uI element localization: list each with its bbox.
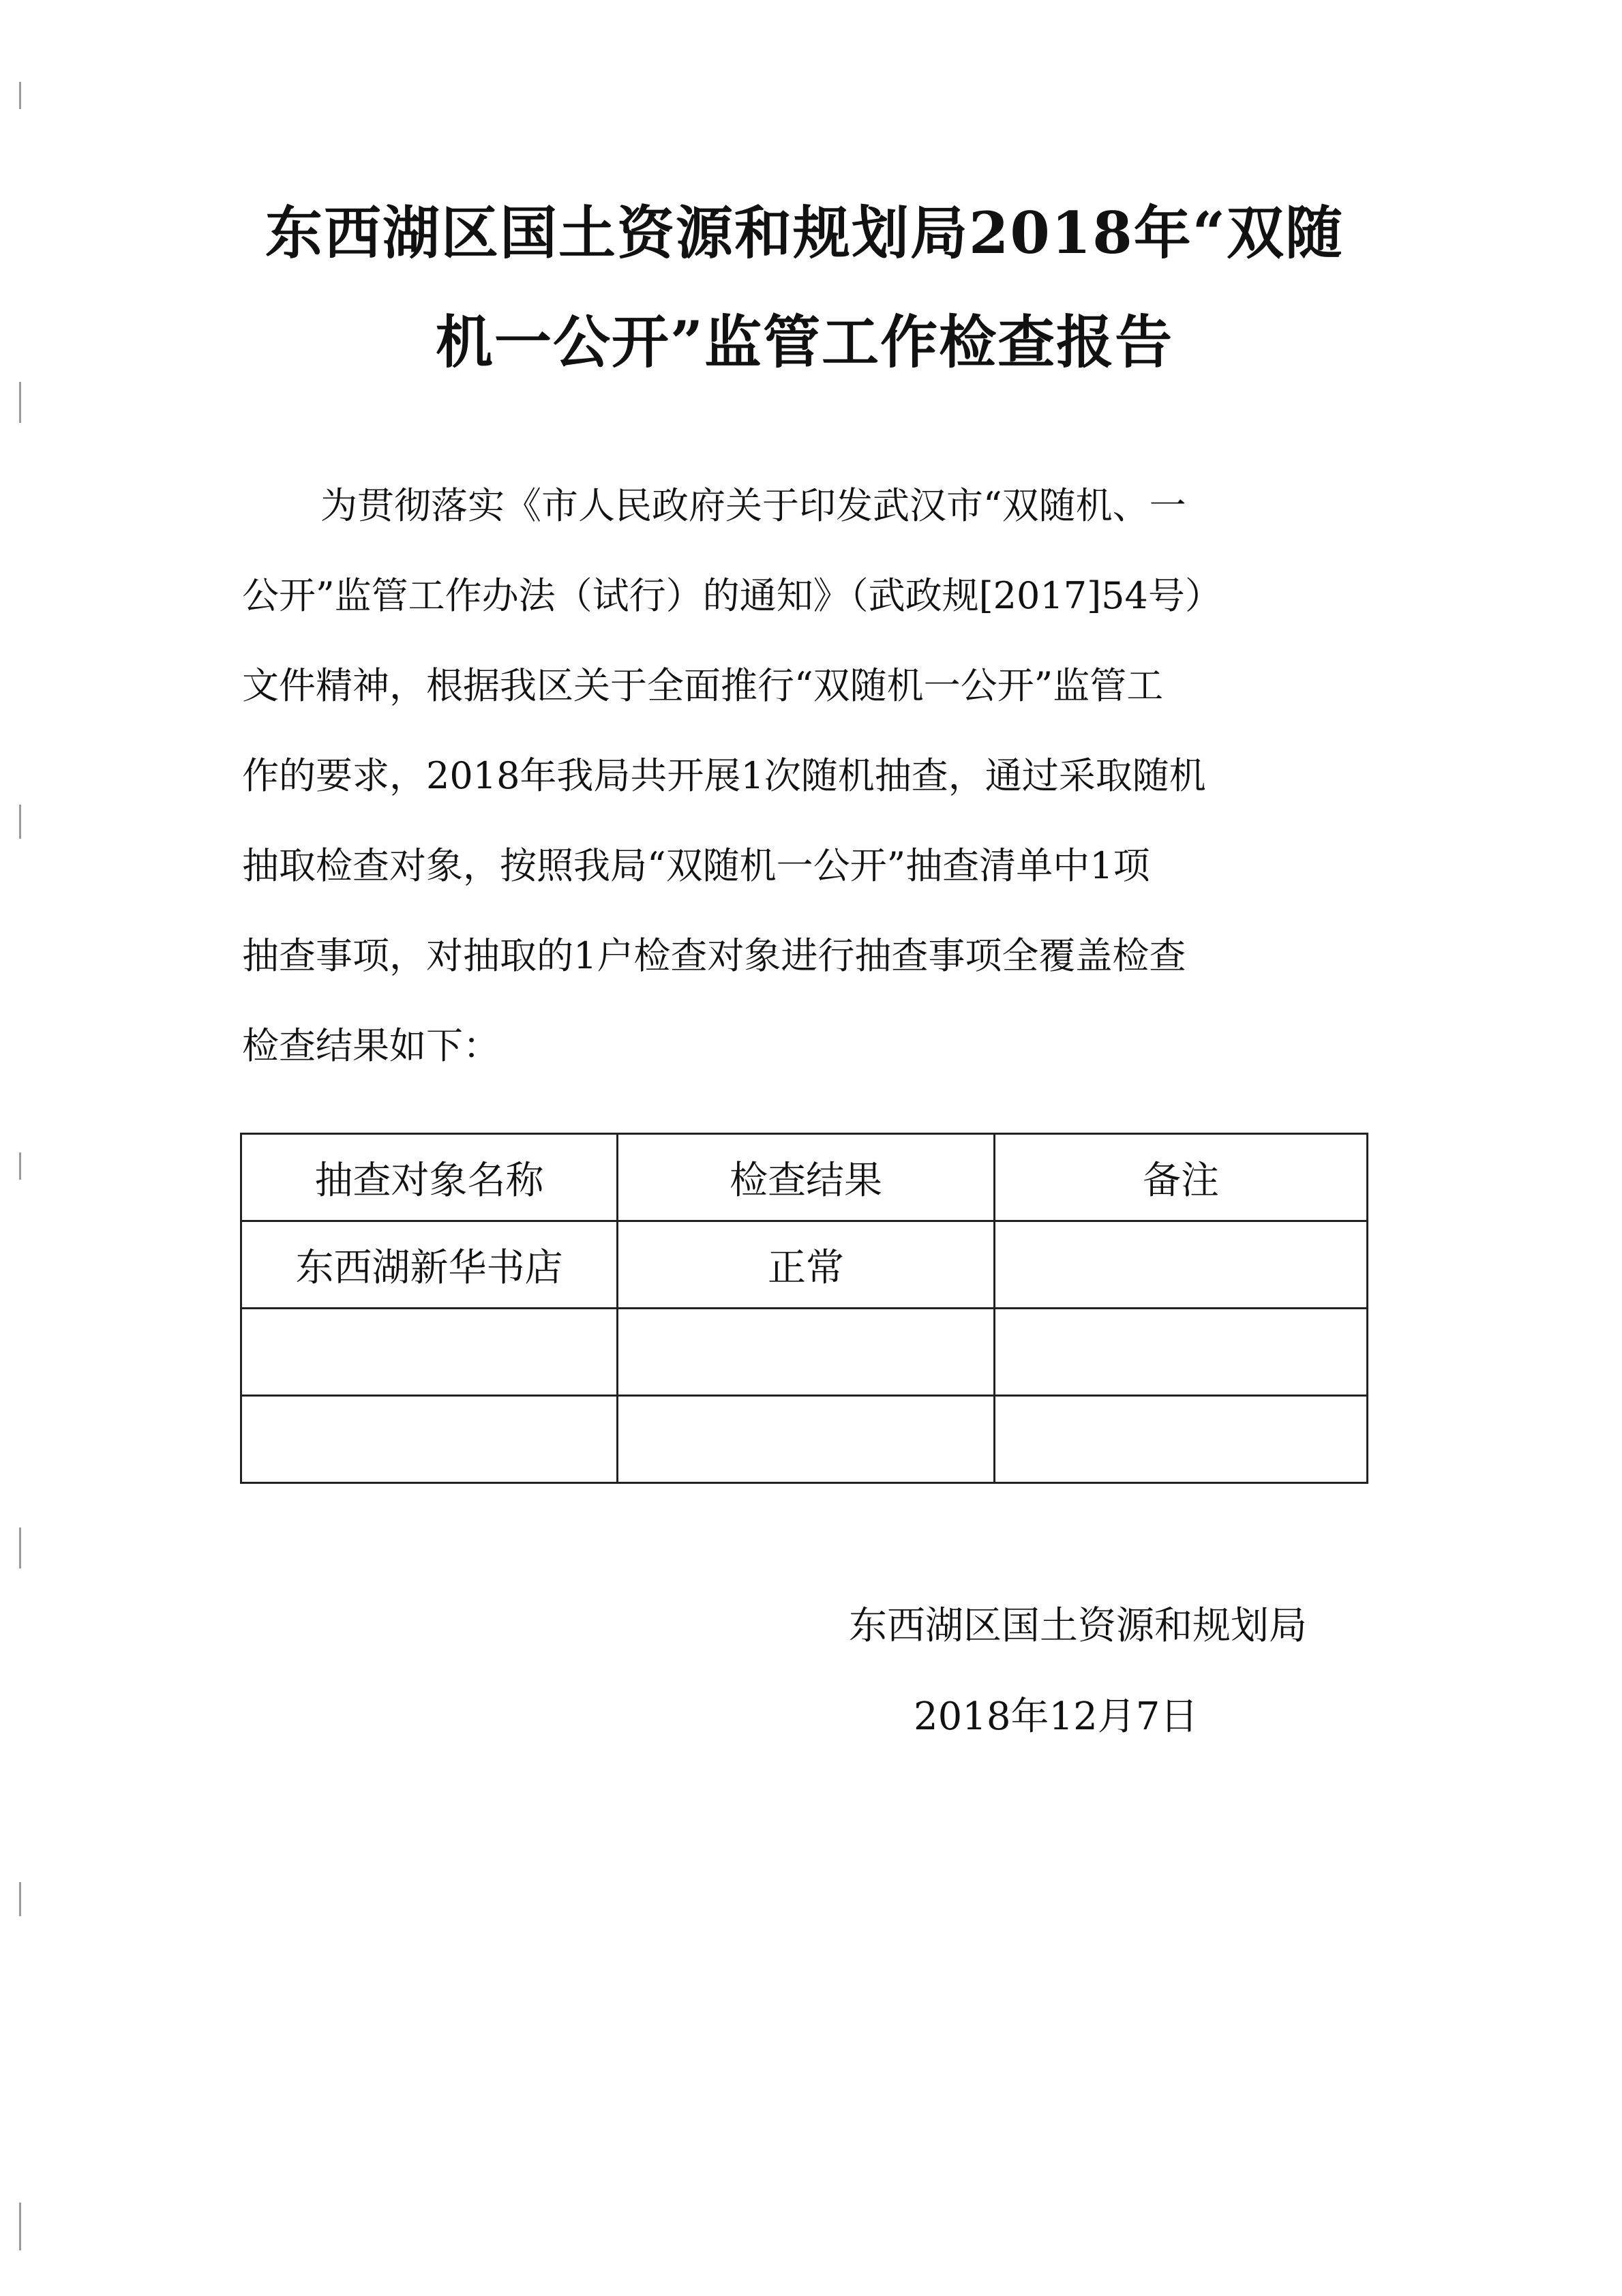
paragraph-line: 抽查事项，对抽取的1户检查对象进行抽查事项全覆盖检查 [242, 934, 1186, 977]
paragraph-line: 抽取检查对象，按照我局“双随机一公开”抽查清单中1项 [242, 844, 1150, 887]
table-cell [995, 1309, 1368, 1396]
paragraph-line: 公开”监管工作办法（试行）的通知》（武政规[2017]54号） [242, 574, 1222, 617]
document-title [225, 179, 1384, 397]
scan-artifact [19, 1882, 21, 1916]
table-cell [618, 1309, 995, 1396]
table-row [241, 1396, 1368, 1483]
table-cell [618, 1396, 995, 1483]
table-header-row [241, 1134, 1368, 1221]
signature-date: 2018年12月7日 [914, 1695, 1199, 1739]
paragraph-line: 作的要求，2018年我局共开展1次随机抽查，通过采取随机 [242, 754, 1206, 797]
scan-artifact [19, 382, 21, 423]
inspection-result-table [240, 1133, 1368, 1484]
scan-artifact [19, 2203, 21, 2250]
header-remarks: 备注 [995, 1134, 1368, 1221]
table-cell [995, 1396, 1368, 1483]
header-result: 检查结果 [618, 1134, 995, 1221]
scan-artifact [19, 82, 21, 109]
paragraph-line: 文件精神，根据我区关于全面推行“双随机一公开”监管工 [242, 664, 1164, 707]
table-cell: 东西湖新华书店 [241, 1221, 618, 1309]
scan-artifact [19, 1527, 21, 1568]
title-line-1: 东西湖区国土资源和规划局2018年“双随 [265, 199, 1345, 267]
table-cell [241, 1309, 618, 1396]
table-cell [241, 1396, 618, 1483]
table-cell: 正常 [618, 1221, 995, 1309]
table-row [241, 1221, 1368, 1309]
table-cell [995, 1221, 1368, 1309]
title-line-2: 机一公开”监管工作检查报告 [435, 308, 1174, 376]
table-row [241, 1309, 1368, 1396]
paragraph-line: 为贯彻落实《市人民政府关于印发武汉市“双随机、一 [320, 484, 1186, 527]
scan-artifact [19, 805, 21, 839]
scan-artifact [19, 1152, 21, 1180]
body-paragraph [242, 461, 1367, 1091]
signature-organization: 东西湖区国土资源和规划局 [849, 1604, 1307, 1648]
header-object-name: 抽查对象名称 [241, 1134, 618, 1221]
paragraph-line: 检查结果如下： [242, 1024, 500, 1067]
